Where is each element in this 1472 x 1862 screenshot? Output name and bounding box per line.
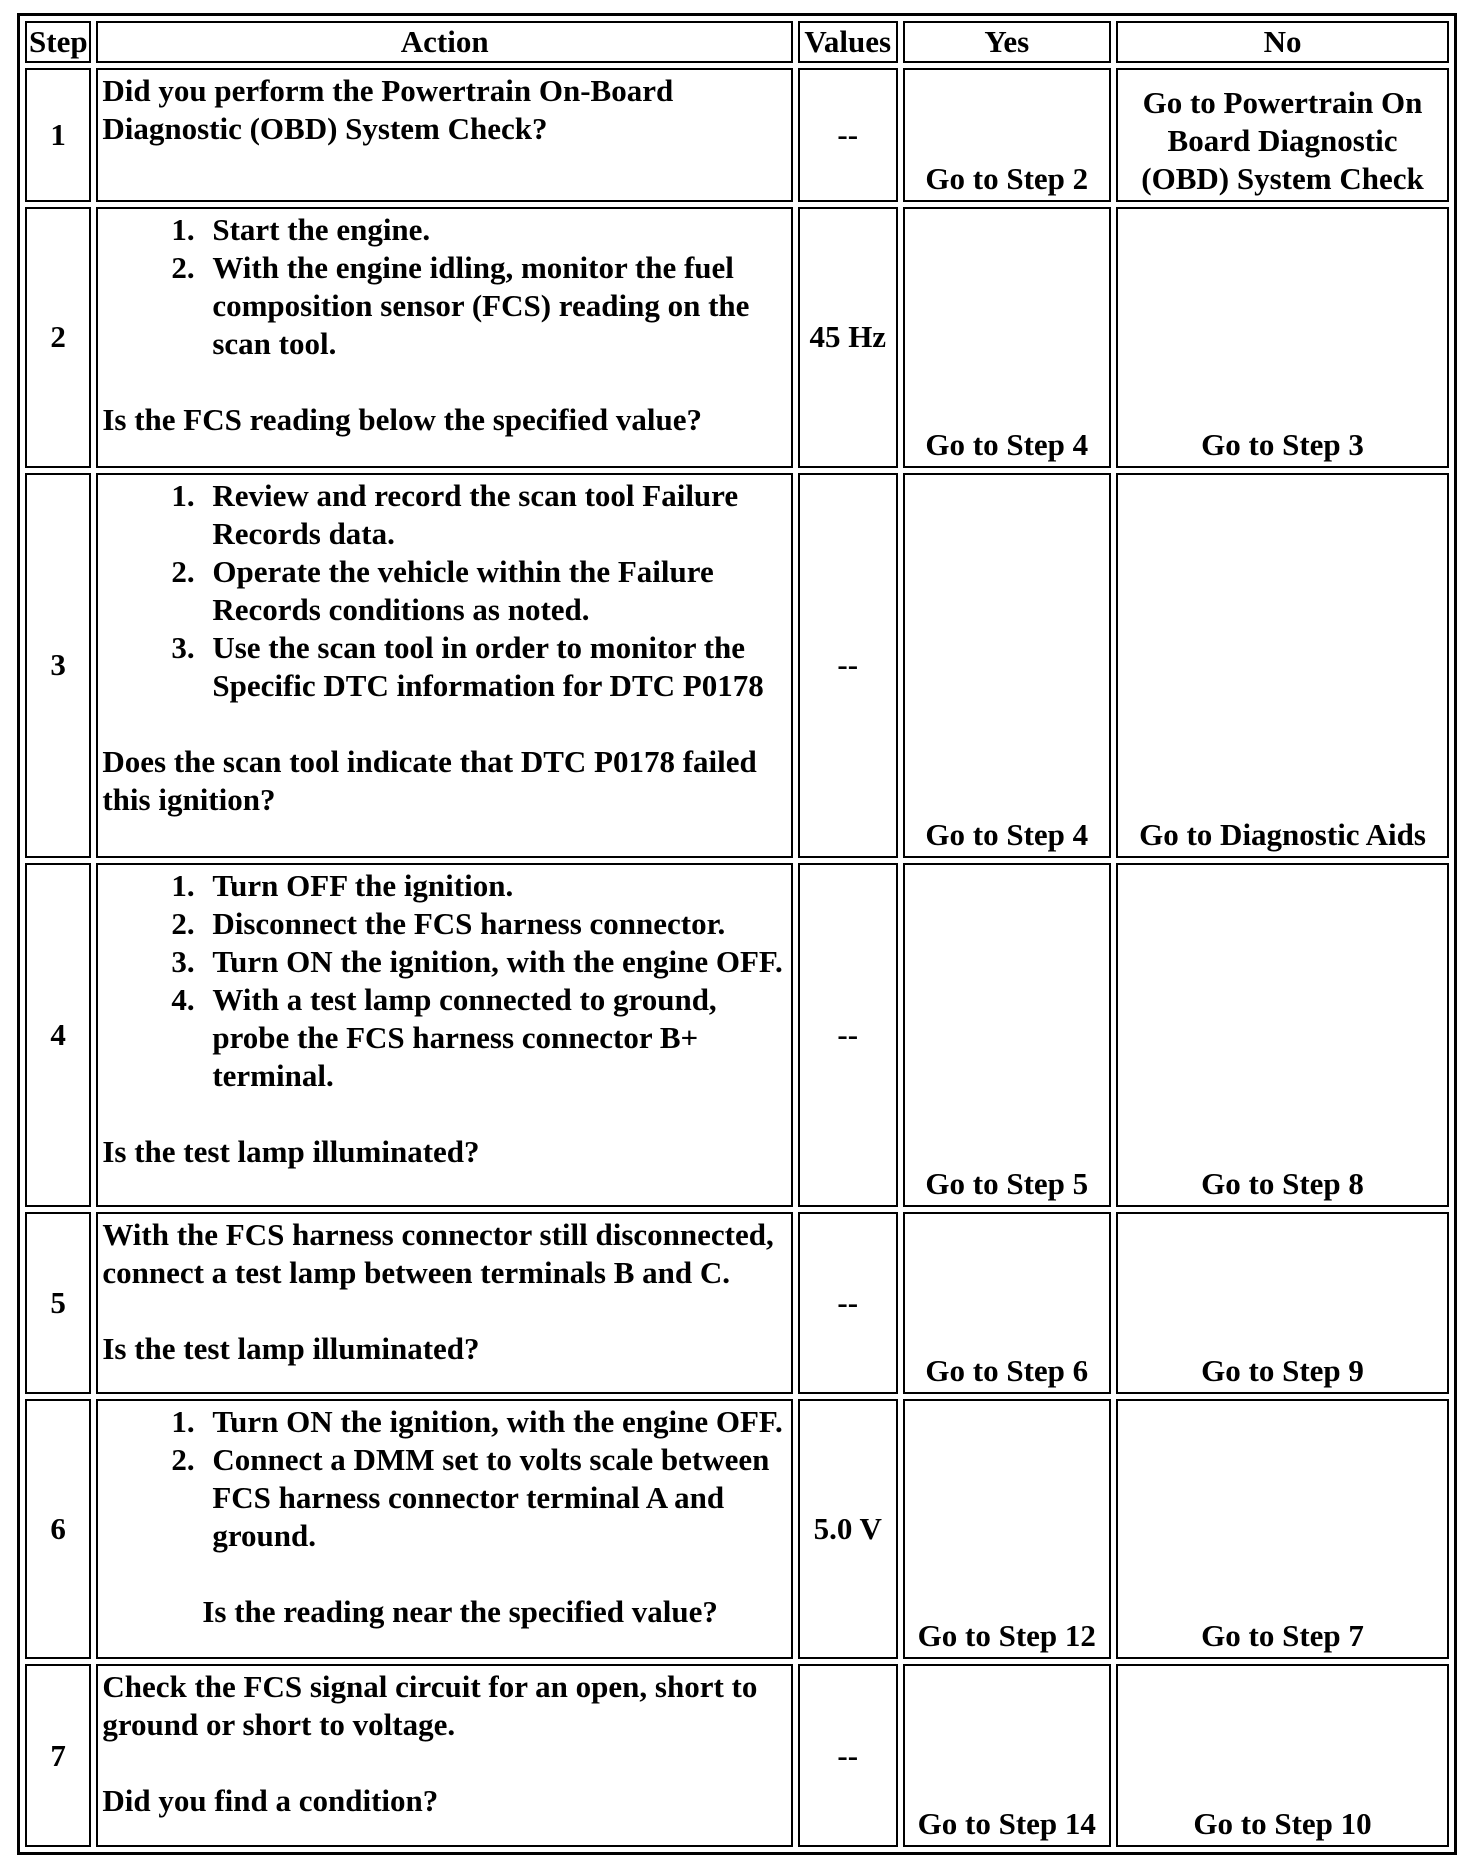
action-cell: [96, 863, 793, 1207]
action-cell: [96, 473, 793, 859]
action-steps: [102, 211, 787, 363]
table-row: [25, 1664, 1449, 1847]
action-step-item: 2. Disconnect the FCS harness connector.: [202, 905, 787, 943]
action-cell: [96, 1664, 793, 1847]
action-step-item: 3. Turn ON the ignition, with the engine OFF.: [202, 943, 787, 981]
value-cell: --: [798, 473, 898, 859]
header-action: Action: [96, 21, 793, 63]
action-question: Is the test lamp illuminated?: [102, 1331, 480, 1367]
action-question: Is the FCS reading below the specified value?: [102, 402, 702, 438]
step-number: 5: [25, 1212, 91, 1394]
action-step-item: 2. Connect a DMM set to volts scale between FCS harness connector terminal A and ground.: [202, 1441, 787, 1555]
step-number: 2: [25, 207, 91, 467]
value-cell: 45 Hz: [798, 207, 898, 467]
header-step: Step: [25, 21, 91, 63]
action-step-item: 1. Start the engine.: [202, 211, 787, 249]
no-cell: Go to Step 10: [1116, 1664, 1449, 1847]
action-cell: [96, 68, 793, 202]
action-step-item: 2. With the engine idling, monitor the fuel composition sensor (FCS) reading on the scan tool.: [202, 249, 787, 363]
action-question: Does the scan tool indicate that DTC P0178 failed this ignition?: [102, 743, 757, 817]
action-cell: [96, 1399, 793, 1659]
no-cell: Go to Step 9: [1116, 1212, 1449, 1394]
no-cell: Go to Step 8: [1116, 863, 1449, 1207]
yes-cell: Go to Step 14: [903, 1664, 1112, 1847]
value-cell: --: [798, 68, 898, 202]
action-cell: [96, 207, 793, 467]
action-cell: [96, 1212, 793, 1394]
header-no: No: [1116, 21, 1449, 63]
action-text: Check the FCS signal circuit for an open, short to ground or short to voltage.: [102, 1669, 758, 1742]
diagnostic-table-frame: [17, 13, 1457, 1855]
value-cell: --: [798, 863, 898, 1207]
yes-cell: Go to Step 6: [903, 1212, 1112, 1394]
action-step-item: 1. Turn ON the ignition, with the engine OFF.: [202, 1403, 787, 1441]
action-step-item: 1. Review and record the scan tool Failure Records data.: [202, 477, 787, 553]
step-number: 4: [25, 863, 91, 1207]
header-yes: Yes: [903, 21, 1112, 63]
no-cell: Go to Step 3: [1116, 207, 1449, 467]
yes-cell: Go to Step 4: [903, 207, 1112, 467]
value-cell: --: [798, 1664, 898, 1847]
yes-cell: Go to Step 4: [903, 473, 1112, 859]
action-question: Is the test lamp illuminated?: [102, 1134, 480, 1170]
table-row: [25, 1399, 1449, 1659]
header-row: [25, 21, 1449, 63]
action-steps: [102, 1403, 787, 1555]
action-text: With the FCS harness connector still disconnected, connect a test lamp between terminals B and C.: [102, 1217, 774, 1291]
table-row: [25, 207, 1449, 467]
action-steps: [102, 867, 787, 1095]
no-cell: Go to Step 7: [1116, 1399, 1449, 1659]
step-number: 7: [25, 1664, 91, 1847]
value-cell: 5.0 V: [798, 1399, 898, 1659]
table-row: [25, 1212, 1449, 1394]
action-step-item: 1. Turn OFF the ignition.: [202, 867, 787, 905]
action-text: Did you perform the Powertrain On-Board Diagnostic (OBD) System Check?: [102, 73, 674, 146]
no-cell: Go to Powertrain On Board Diagnostic (OBD) System Check: [1116, 68, 1449, 202]
table-row: [25, 863, 1449, 1207]
yes-cell: Go to Step 5: [903, 863, 1112, 1207]
value-cell: --: [798, 1212, 898, 1394]
header-values: Values: [798, 21, 898, 63]
diagnostic-table: [20, 16, 1454, 1852]
action-step-item: 3. Use the scan tool in order to monitor the Specific DTC information for DTC P0178: [202, 629, 787, 705]
action-step-item: 2. Operate the vehicle within the Failure Records conditions as noted.: [202, 553, 787, 629]
no-cell: Go to Diagnostic Aids: [1116, 473, 1449, 859]
action-step-item: 4. With a test lamp connected to ground, probe the FCS harness connector B+ terminal.: [202, 981, 787, 1095]
table-row: [25, 68, 1449, 202]
step-number: 1: [25, 68, 91, 202]
step-number: 6: [25, 1399, 91, 1659]
action-question: Did you find a condition?: [102, 1783, 439, 1818]
yes-cell: Go to Step 12: [903, 1399, 1112, 1659]
step-number: 3: [25, 473, 91, 859]
yes-cell: Go to Step 2: [903, 68, 1112, 202]
action-question: Is the reading near the specified value?: [202, 1593, 718, 1629]
action-steps: [102, 477, 787, 705]
table-row: [25, 473, 1449, 859]
